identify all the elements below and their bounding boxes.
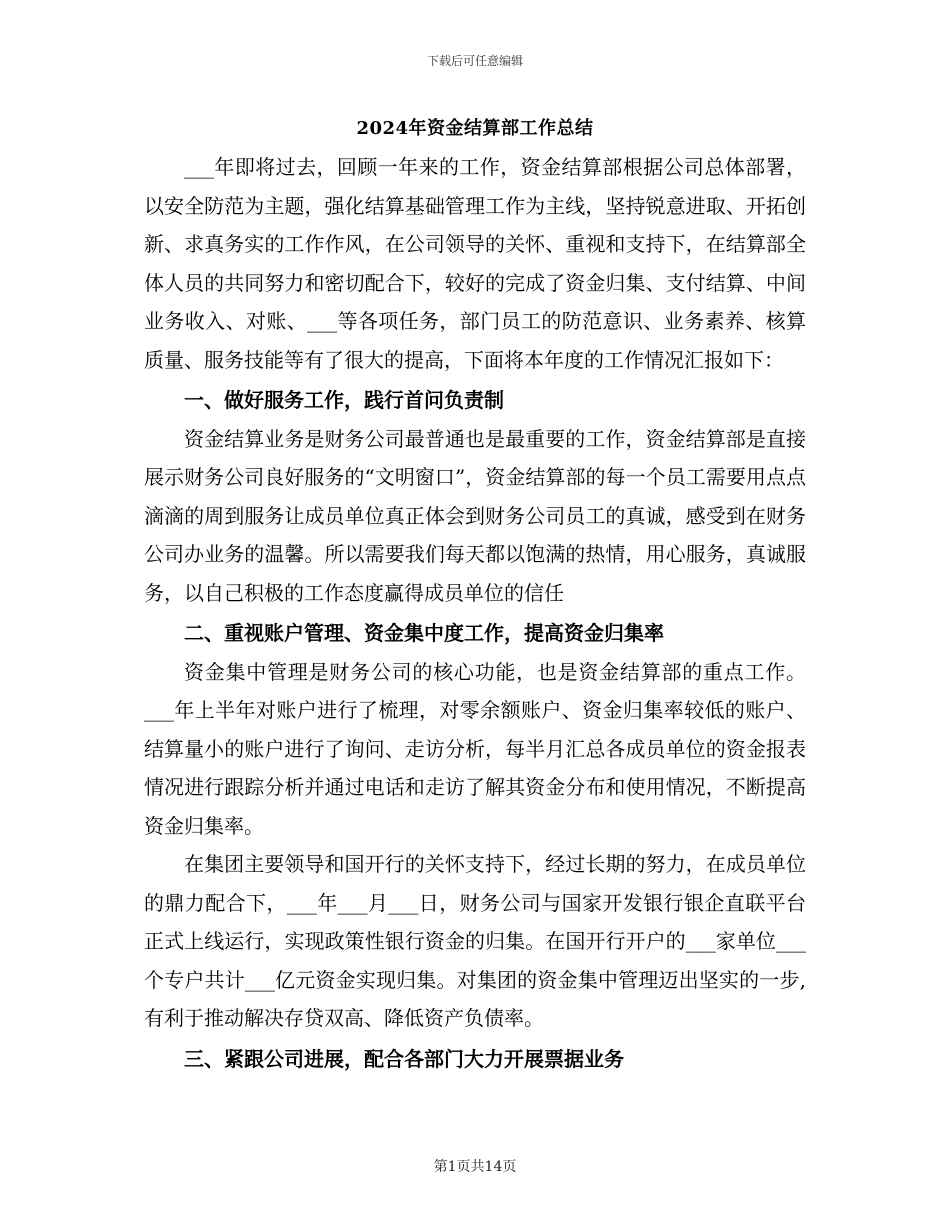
section-heading-3: 三、紧跟公司进展，配合各部门大力开展票据业务	[184, 1046, 624, 1071]
document-body	[144, 148, 806, 1078]
section-1-paragraph: 资金结算业务是财务公司最普通也是最重要的工作，资金结算部是直接展示财务公司良好服务的“文明窗口”，资金结算部的每一个员工需要用点点滴滴的周到服务让成员单位真正体会到财务公司员工的真诚，感受到在财务公司办业务的温馨。所以需要我们每天都以饱满的热情，用心服务，真诚服务，以自己积极的工作态度赢得成员单位的信任	[144, 426, 806, 605]
document-title: 2024年资金结算部工作总结	[356, 118, 594, 139]
header-note: 下载后可任意编辑	[426, 54, 523, 68]
section-2-paragraph-2: 在集团主要领导和国开行的关怀支持下，经过长期的努力，在成员单位的鼎力配合下，___年___月___日，财务公司与国家开发银行银企直联平台正式上线运行，实现政策性银行资金的归集。在国开行开户的___家单位___个专户共计___亿元资金实现归集。对集团的资金集中管理迈出坚实的一步,有利于推动解决存贷双高、降低资产负债率。	[144, 852, 806, 1030]
section-heading-2: 二、重视账户管理、资金集中度工作，提高资金归集率	[184, 621, 664, 645]
page-number: 第1页共14页	[433, 1159, 517, 1175]
section-2-paragraph-1: 资金集中管理是财务公司的核心功能，也是资金结算部的重点工作。___年上半年对账户进行了梳理，对零余额账户、资金归集率较低的账户、结算量小的账户进行了询问、走访分析，每半月汇总各成员单位的资金报表情况进行跟踪分析并通过电话和走访了解其资金分布和使用情况，不断提高资金归集率。	[144, 659, 806, 838]
intro-paragraph: ___年即将过去，回顾一年来的工作，资金结算部根据公司总体部署，以安全防范为主题，强化结算基础管理工作为主线，坚持锐意进取、开拓创新、求真务实的工作作风，在公司领导的关怀、重视和支持下，在结算部全体人员的共同努力和密切配合下，较好的完成了资金归集、支付结算、中间业务收入、对账、___等各项任务，部门员工的防范意识、业务素养、核算质量、服务技能等有了很大的提高，下面将本年度的工作情况汇报如下：	[144, 155, 806, 372]
section-heading-1: 一、做好服务工作，践行首问负责制	[184, 388, 504, 412]
